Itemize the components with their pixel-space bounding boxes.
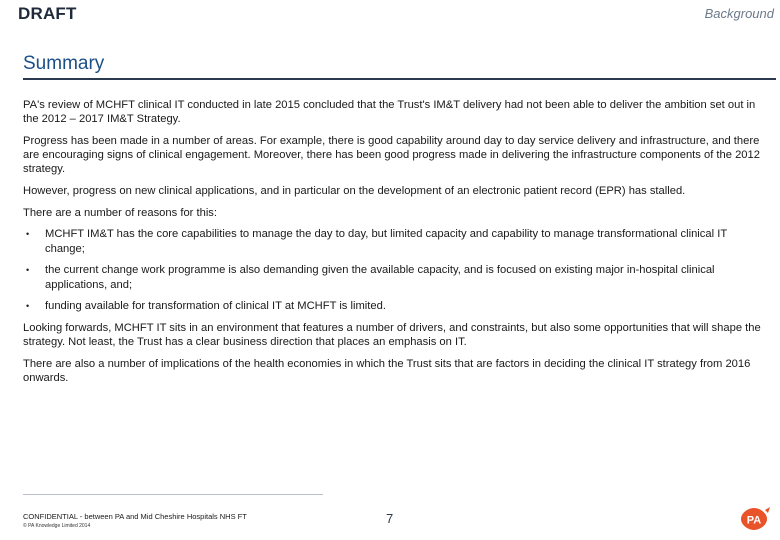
section-label: Background xyxy=(704,6,774,21)
list-item-text: funding available for transformation of clinical IT at MCHFT is limited. xyxy=(45,300,386,313)
bullet-icon: • xyxy=(26,301,30,312)
logo-accent xyxy=(765,507,770,513)
draft-label: DRAFT xyxy=(18,4,77,23)
summary-body xyxy=(23,98,763,393)
bullet-icon: • xyxy=(26,229,30,240)
footer-divider xyxy=(23,494,323,495)
paragraph: However, progress on new clinical applications, and in particular on the development of an electronic patient record (EPR) has stalled. xyxy=(23,185,686,198)
list-item xyxy=(23,263,763,291)
bullet-icon: • xyxy=(26,265,30,276)
paragraph: Progress has been made in a number of areas. For example, there is good capability around day to day service delivery and infrastructure, and there are encouraging signs of clinical engagement. Moreover, there has been good progress made in delivering the infrastructure components of the 2012 strategy. xyxy=(23,134,760,176)
paragraph: There are also a number of implications of the health economies in which the Trust sits that are factors in deciding the clinical IT strategy from 2016 onwards. xyxy=(23,357,751,385)
pa-consulting-logo-icon xyxy=(737,506,771,532)
title-divider xyxy=(23,78,776,80)
page-number: 7 xyxy=(386,511,394,526)
list-item xyxy=(23,227,763,255)
logo-text: PA xyxy=(746,514,762,527)
paragraph: PA's review of MCHFT clinical IT conducted in late 2015 concluded that the Trust's IM&T delivery had not been able to deliver the ambition set out in the 2012 – 2017 IM&T Strategy. xyxy=(23,99,756,126)
page-title: Summary xyxy=(23,53,105,74)
copyright-note: © PA Knowledge Limited 2014 xyxy=(23,523,91,529)
list-item-text: MCHFT IM&T has the core capabilities to manage the day to day, but limited capacity and capability to manage transformational clinical IT change; xyxy=(45,228,727,255)
confidentiality-note: CONFIDENTIAL - between PA and Mid Cheshire Hospitals NHS FT xyxy=(23,512,247,521)
reasons-list xyxy=(23,227,763,313)
list-item-text: the current change work programme is also demanding given the available capacity, and is focused on existing major in-hospital clinical applications, and; xyxy=(45,264,715,291)
list-item xyxy=(23,299,763,313)
paragraph: There are a number of reasons for this: xyxy=(23,206,218,219)
paragraph: Looking forwards, MCHFT IT sits in an environment that features a number of drivers, and constraints, but also some opportunities that will shape the strategy. Not least, the Trust has a clear business direction that places an emphasis on IT. xyxy=(23,321,761,349)
